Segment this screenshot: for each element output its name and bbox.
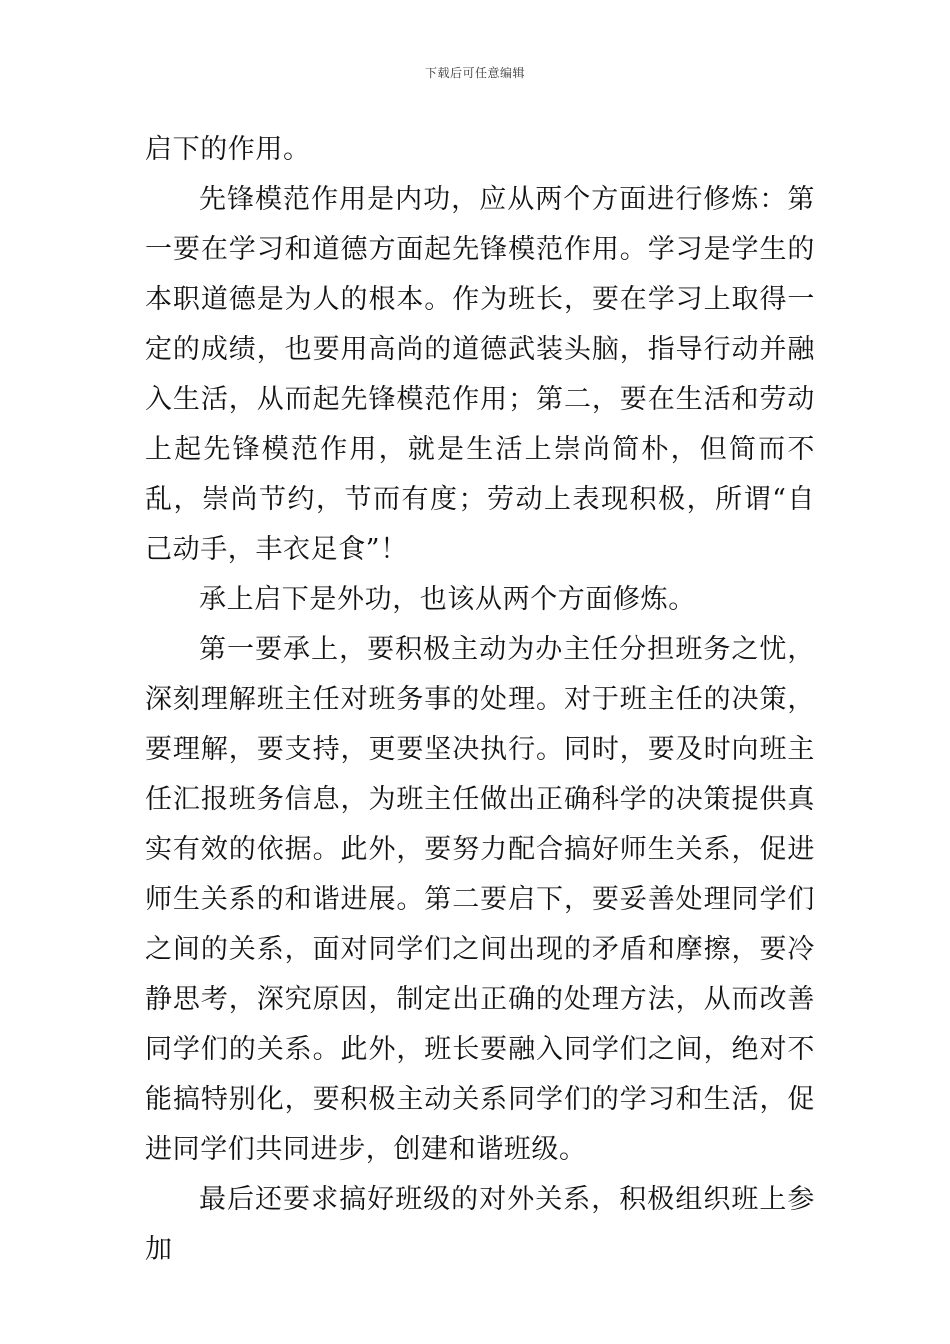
paragraph-external-relations: 最后还要求搞好班级的对外关系，积极组织班上参加 xyxy=(145,1184,815,1265)
page-header: 下载后可任意编辑 xyxy=(424,66,525,80)
paragraph-vanguard-role: 先锋模范作用是内功，应从两个方面进行修炼：第一要在学习和道德方面起先锋模范作用。学习是学生的本职道德是为人的根本。作为班长，要在学习上取得一定的成绩，也要用高尚的道德武装头脑，指导行动并融入生活，从而起先锋模范作用；第二，要在生活和劳动上起先锋模范作用，就是生活上崇尚简朴，但简而不乱，崇尚节约，节而有度；劳动上表现积极，所谓“自己动手，丰衣足食”！ xyxy=(145,184,815,565)
document-body xyxy=(145,125,815,1275)
paragraph-upward-downward: 第一要承上，要积极主动为办主任分担班务之忧，深刻理解班主任对班务事的处理。对于班主任的决策，要理解，要支持，更要坚决执行。同时，要及时向班主任汇报班务信息，为班主任做出正确科学的决策提供真实有效的依据。此外，要努力配合搞好师生关系，促进师生关系的和谐进展。第二要启下，要妥善处理同学们之间的关系，面对同学们之间出现的矛盾和摩擦，要冷静思考，深究原因，制定出正确的处理方法，从而改善同学们的关系。此外，班长要融入同学们之间，绝对不能搞特别化，要积极主动关系同学们的学习和生活，促进同学们共同进步，创建和谐班级。 xyxy=(145,634,815,1165)
paragraph-continuation: 启下的作用。 xyxy=(145,134,311,165)
paragraph-bridge-role: 承上启下是外功，也该从两个方面修炼。 xyxy=(199,584,696,615)
